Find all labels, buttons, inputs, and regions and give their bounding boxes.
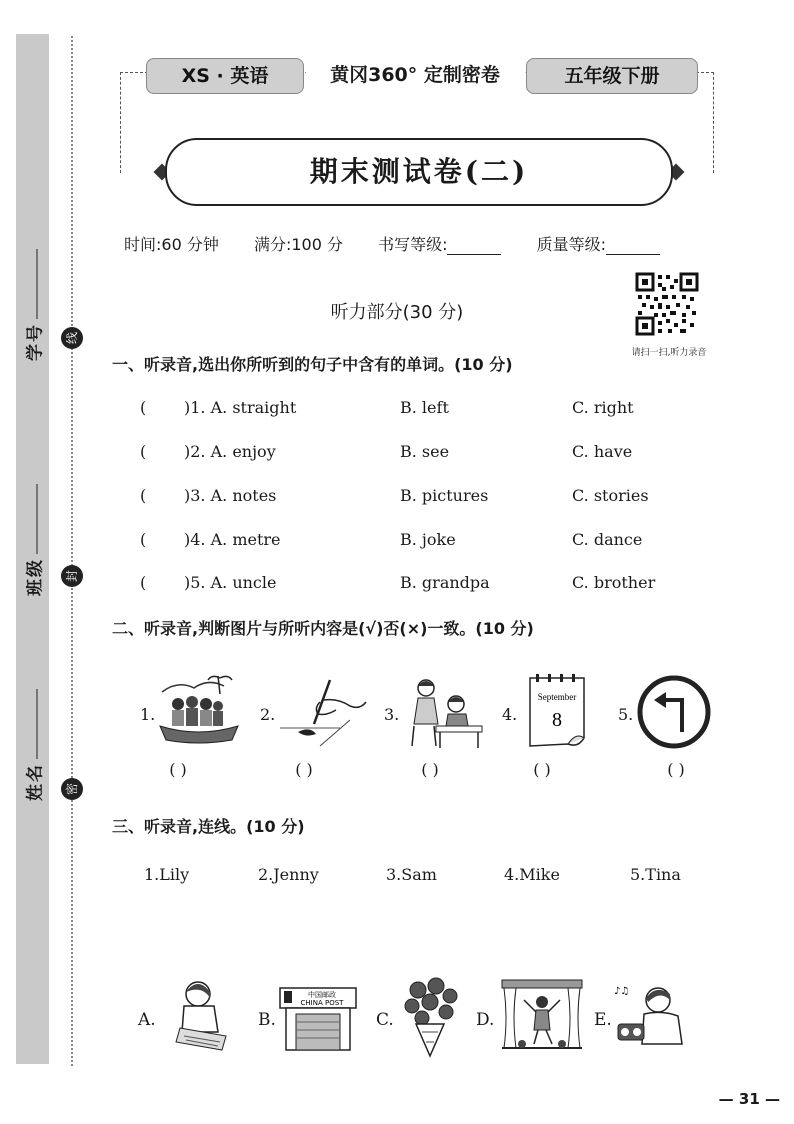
answer-paren-4[interactable]: ( ) bbox=[533, 760, 551, 779]
boat-people-picture bbox=[158, 672, 240, 746]
calendar-day: 8 bbox=[552, 709, 562, 731]
option-c: C. brother bbox=[572, 573, 656, 592]
stage-dance-picture bbox=[500, 978, 584, 1054]
flower-bouquet-picture bbox=[398, 976, 464, 1060]
name-lily[interactable]: 1.Lily bbox=[144, 865, 190, 884]
music-note-icon: ♪♫ bbox=[614, 986, 630, 997]
option-a: )1. A. straight bbox=[184, 398, 297, 417]
answer-paren[interactable]: ( bbox=[140, 398, 147, 417]
post-office-picture bbox=[278, 984, 358, 1052]
binding-dashed-line bbox=[71, 36, 73, 1066]
option-c: C. right bbox=[572, 398, 634, 417]
name-sam[interactable]: 3.Sam bbox=[386, 865, 437, 884]
answer-paren-3[interactable]: ( ) bbox=[421, 760, 439, 779]
listening-heading: 听力部分(30 分) bbox=[330, 302, 464, 323]
option-b: B. joke bbox=[400, 530, 456, 549]
seal-secret-badge: 密 bbox=[61, 778, 83, 800]
subject-badge: XS · 英语 bbox=[146, 58, 304, 94]
calendar-picture bbox=[522, 672, 592, 752]
option-b: B. see bbox=[400, 442, 450, 461]
section2-heading: 二、听录音,判断图片与所听内容是(√)否(×)一致。(10 分) bbox=[112, 619, 534, 638]
picture-label-1: 1. bbox=[140, 705, 156, 724]
picture-label-5: 5. bbox=[618, 705, 634, 724]
answer-paren[interactable]: ( bbox=[140, 442, 147, 461]
picture-label-4: 4. bbox=[502, 705, 518, 724]
exam-info bbox=[124, 232, 690, 255]
qr-caption: 请扫一扫,听力录音 bbox=[631, 348, 707, 358]
option-label-a[interactable]: A. bbox=[138, 1010, 156, 1030]
time-info: 时间:60 分钟 bbox=[124, 235, 219, 254]
class-label: 班级 bbox=[25, 558, 46, 596]
class-field[interactable] bbox=[21, 484, 46, 596]
option-b: B. pictures bbox=[400, 486, 489, 505]
grade-badge: 五年级下册 bbox=[526, 58, 698, 94]
option-label-c[interactable]: C. bbox=[376, 1010, 394, 1030]
answer-paren-5[interactable]: ( ) bbox=[667, 760, 685, 779]
question-row bbox=[140, 486, 720, 510]
answer-paren-2[interactable]: ( ) bbox=[295, 760, 313, 779]
full-score-info: 满分:100 分 bbox=[253, 235, 343, 254]
option-c: C. dance bbox=[572, 530, 643, 549]
answer-paren[interactable]: ( bbox=[140, 573, 147, 592]
seal-line-badge: 线 bbox=[61, 327, 83, 349]
section1-heading: 一、听录音,选出你所听到的句子中含有的单词。(10 分) bbox=[112, 355, 513, 374]
name-mike[interactable]: 4.Mike bbox=[504, 865, 560, 884]
turn-left-sign-icon bbox=[636, 674, 712, 750]
option-b: B. left bbox=[400, 398, 449, 417]
teacher-student-picture bbox=[404, 676, 484, 752]
calendar-month: September bbox=[537, 692, 577, 702]
name-field[interactable] bbox=[21, 689, 46, 801]
option-c: C. have bbox=[572, 442, 633, 461]
option-label-b[interactable]: B. bbox=[258, 1010, 276, 1030]
student-id-label: 学号 bbox=[25, 323, 46, 361]
option-a: )3. A. notes bbox=[184, 486, 277, 505]
question-row bbox=[140, 530, 720, 554]
seal-seal-badge: 封 bbox=[61, 565, 83, 587]
question-row bbox=[140, 573, 720, 597]
brush-painting-picture bbox=[280, 680, 368, 746]
option-label-d[interactable]: D. bbox=[476, 1010, 495, 1030]
answer-paren[interactable]: ( bbox=[140, 530, 147, 549]
name-jenny[interactable]: 2.Jenny bbox=[258, 865, 319, 884]
exam-title: 期末测试卷(二) bbox=[165, 138, 673, 206]
post-sign-cn: 中国邮政 bbox=[308, 991, 336, 999]
question-row bbox=[140, 398, 720, 422]
picture-label-3: 3. bbox=[384, 705, 400, 724]
boy-music-picture bbox=[612, 980, 688, 1052]
question-row bbox=[140, 442, 720, 466]
girl-reading-picture bbox=[164, 976, 242, 1054]
answer-paren-1[interactable]: ( ) bbox=[169, 760, 187, 779]
name-tina[interactable]: 5.Tina bbox=[630, 865, 681, 884]
option-b: B. grandpa bbox=[400, 573, 490, 592]
series-title: 黄冈360° 定制密卷 bbox=[306, 58, 524, 92]
option-a: )2. A. enjoy bbox=[184, 442, 276, 461]
post-sign-en: CHINA POST bbox=[300, 999, 344, 1007]
option-a: )4. A. metre bbox=[184, 530, 281, 549]
option-a: )5. A. uncle bbox=[184, 573, 277, 592]
option-label-e[interactable]: E. bbox=[594, 1010, 612, 1030]
picture-label-2: 2. bbox=[260, 705, 276, 724]
writing-grade-field[interactable]: 书写等级: bbox=[378, 232, 501, 255]
quality-grade-field[interactable]: 质量等级: bbox=[537, 232, 660, 255]
name-label: 姓名 bbox=[25, 763, 46, 801]
page-number: — 31 — bbox=[718, 1090, 780, 1108]
answer-paren[interactable]: ( bbox=[140, 486, 147, 505]
section3-heading: 三、听录音,连线。(10 分) bbox=[112, 817, 305, 836]
option-c: C. stories bbox=[572, 486, 649, 505]
